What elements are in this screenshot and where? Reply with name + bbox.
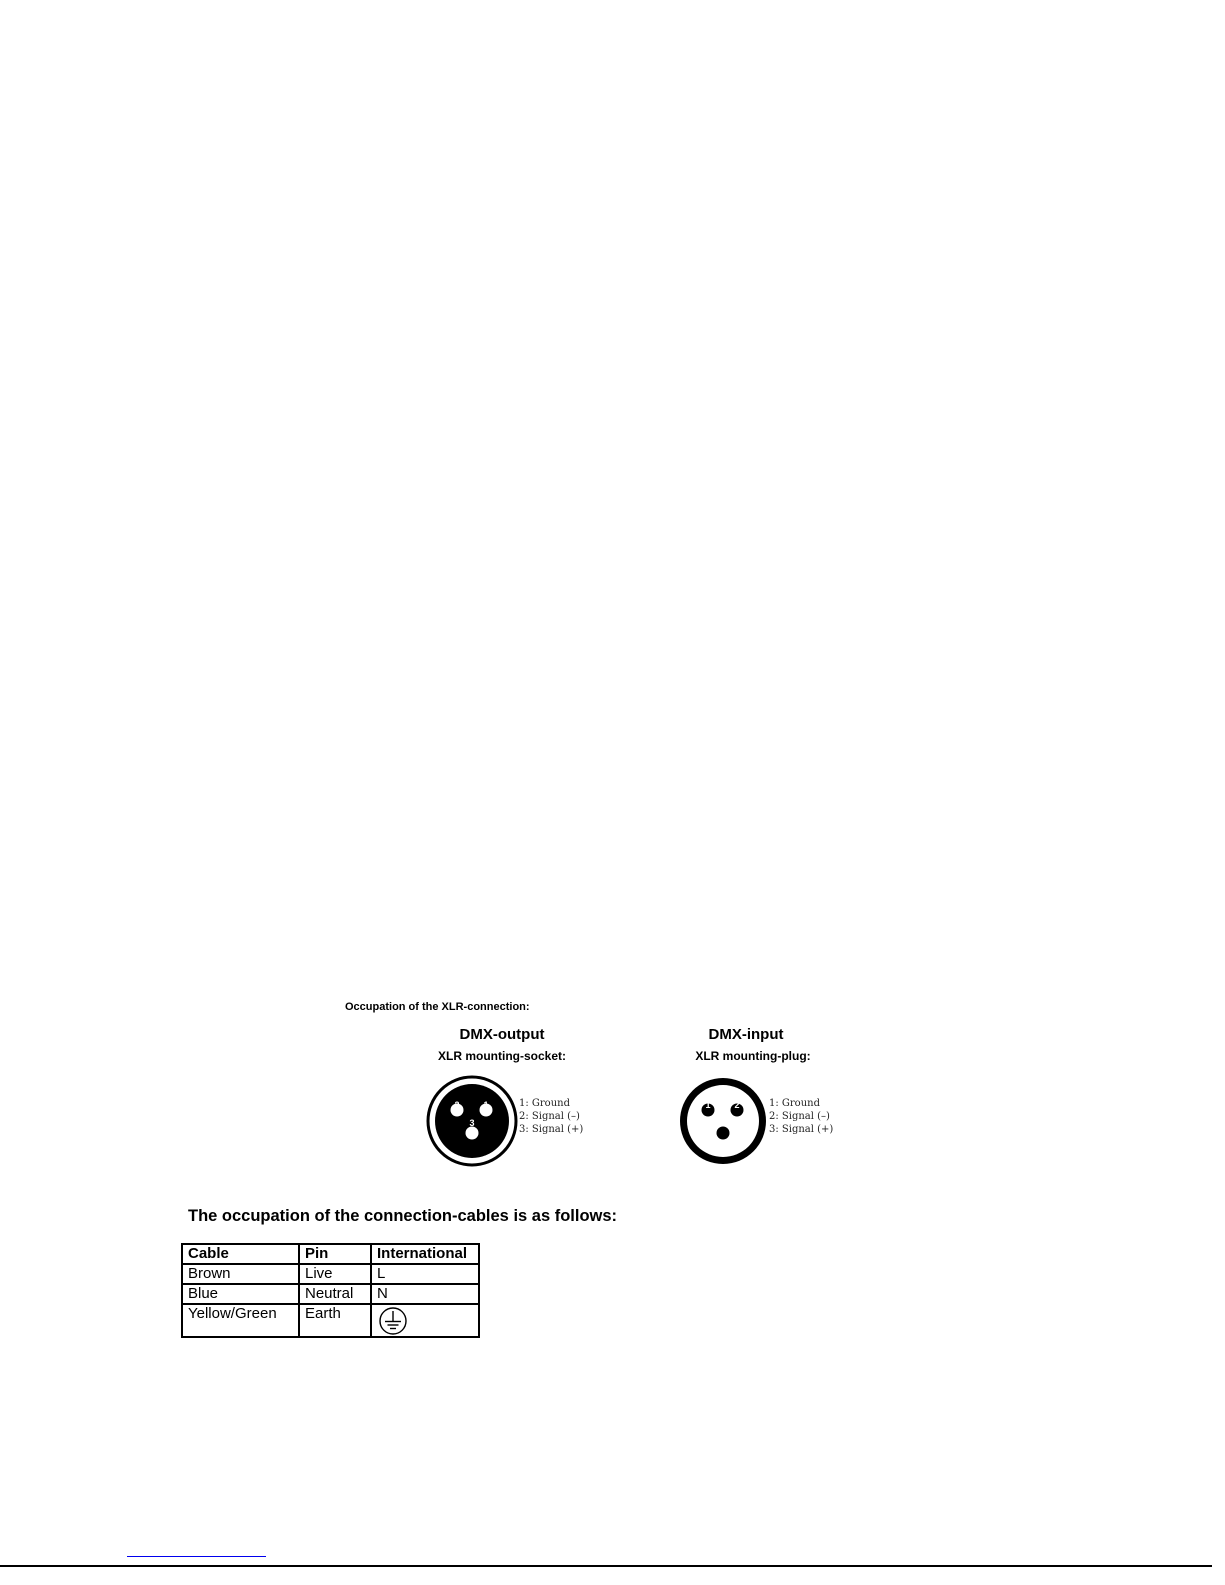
table-row — [182, 1264, 479, 1284]
footer-rule — [0, 1565, 1212, 1567]
cell-cable: Yellow/Green — [182, 1304, 299, 1337]
legend-line: 1: Ground — [769, 1098, 820, 1109]
footer-link-underline[interactable] — [127, 1556, 266, 1557]
xlr-section-heading: Occupation of the XLR-connection: — [345, 1001, 530, 1013]
protective-earth-icon — [377, 1306, 409, 1336]
cell-international: N — [371, 1284, 479, 1304]
legend-line: 3: Signal (+) — [769, 1124, 834, 1135]
table-row — [182, 1304, 479, 1337]
table-header-row — [182, 1244, 479, 1264]
column-header-pin: Pin — [299, 1244, 371, 1264]
cell-pin: Neutral — [299, 1284, 371, 1304]
plug-pin-3 — [717, 1127, 730, 1140]
socket-pin-label: 2 — [454, 1100, 460, 1110]
legend-line: 2: Signal (–) — [769, 1111, 830, 1122]
legend-line: 3: Signal (+) — [519, 1124, 584, 1135]
legend-line: 2: Signal (–) — [519, 1111, 580, 1122]
dmx-input-title: DMX-input — [708, 1026, 784, 1043]
dmx-input-pin-legend — [769, 1097, 833, 1136]
cable-occupation-table — [181, 1243, 480, 1338]
socket-pin-3 — [466, 1127, 479, 1140]
plug-pin-label: 3 — [720, 1118, 726, 1128]
cell-international: L — [371, 1264, 479, 1284]
table-row — [182, 1284, 479, 1304]
dmx-output-subtitle: XLR mounting-socket: — [438, 1049, 566, 1063]
cell-cable: Brown — [182, 1264, 299, 1284]
cell-cable: Blue — [182, 1284, 299, 1304]
plug-pin-label: 2 — [734, 1100, 740, 1110]
socket-pin-label: 3 — [469, 1118, 475, 1128]
cell-pin: Earth — [299, 1304, 371, 1337]
legend-line: 1: Ground — [519, 1098, 570, 1109]
cell-international — [371, 1304, 479, 1337]
xlr-plug-icon — [677, 1075, 769, 1167]
cables-section-heading: The occupation of the connection-cables is as follows: — [188, 1207, 618, 1225]
column-header-cable: Cable — [182, 1244, 299, 1264]
xlr-socket-icon — [426, 1075, 518, 1167]
plug-pin-label: 1 — [705, 1100, 711, 1110]
column-header-international: International — [371, 1244, 479, 1264]
dmx-output-title: DMX-output — [459, 1026, 545, 1043]
cell-pin: Live — [299, 1264, 371, 1284]
socket-pin-label: 1 — [483, 1100, 489, 1110]
dmx-output-pin-legend — [519, 1097, 583, 1136]
dmx-input-subtitle: XLR mounting-plug: — [695, 1049, 811, 1063]
